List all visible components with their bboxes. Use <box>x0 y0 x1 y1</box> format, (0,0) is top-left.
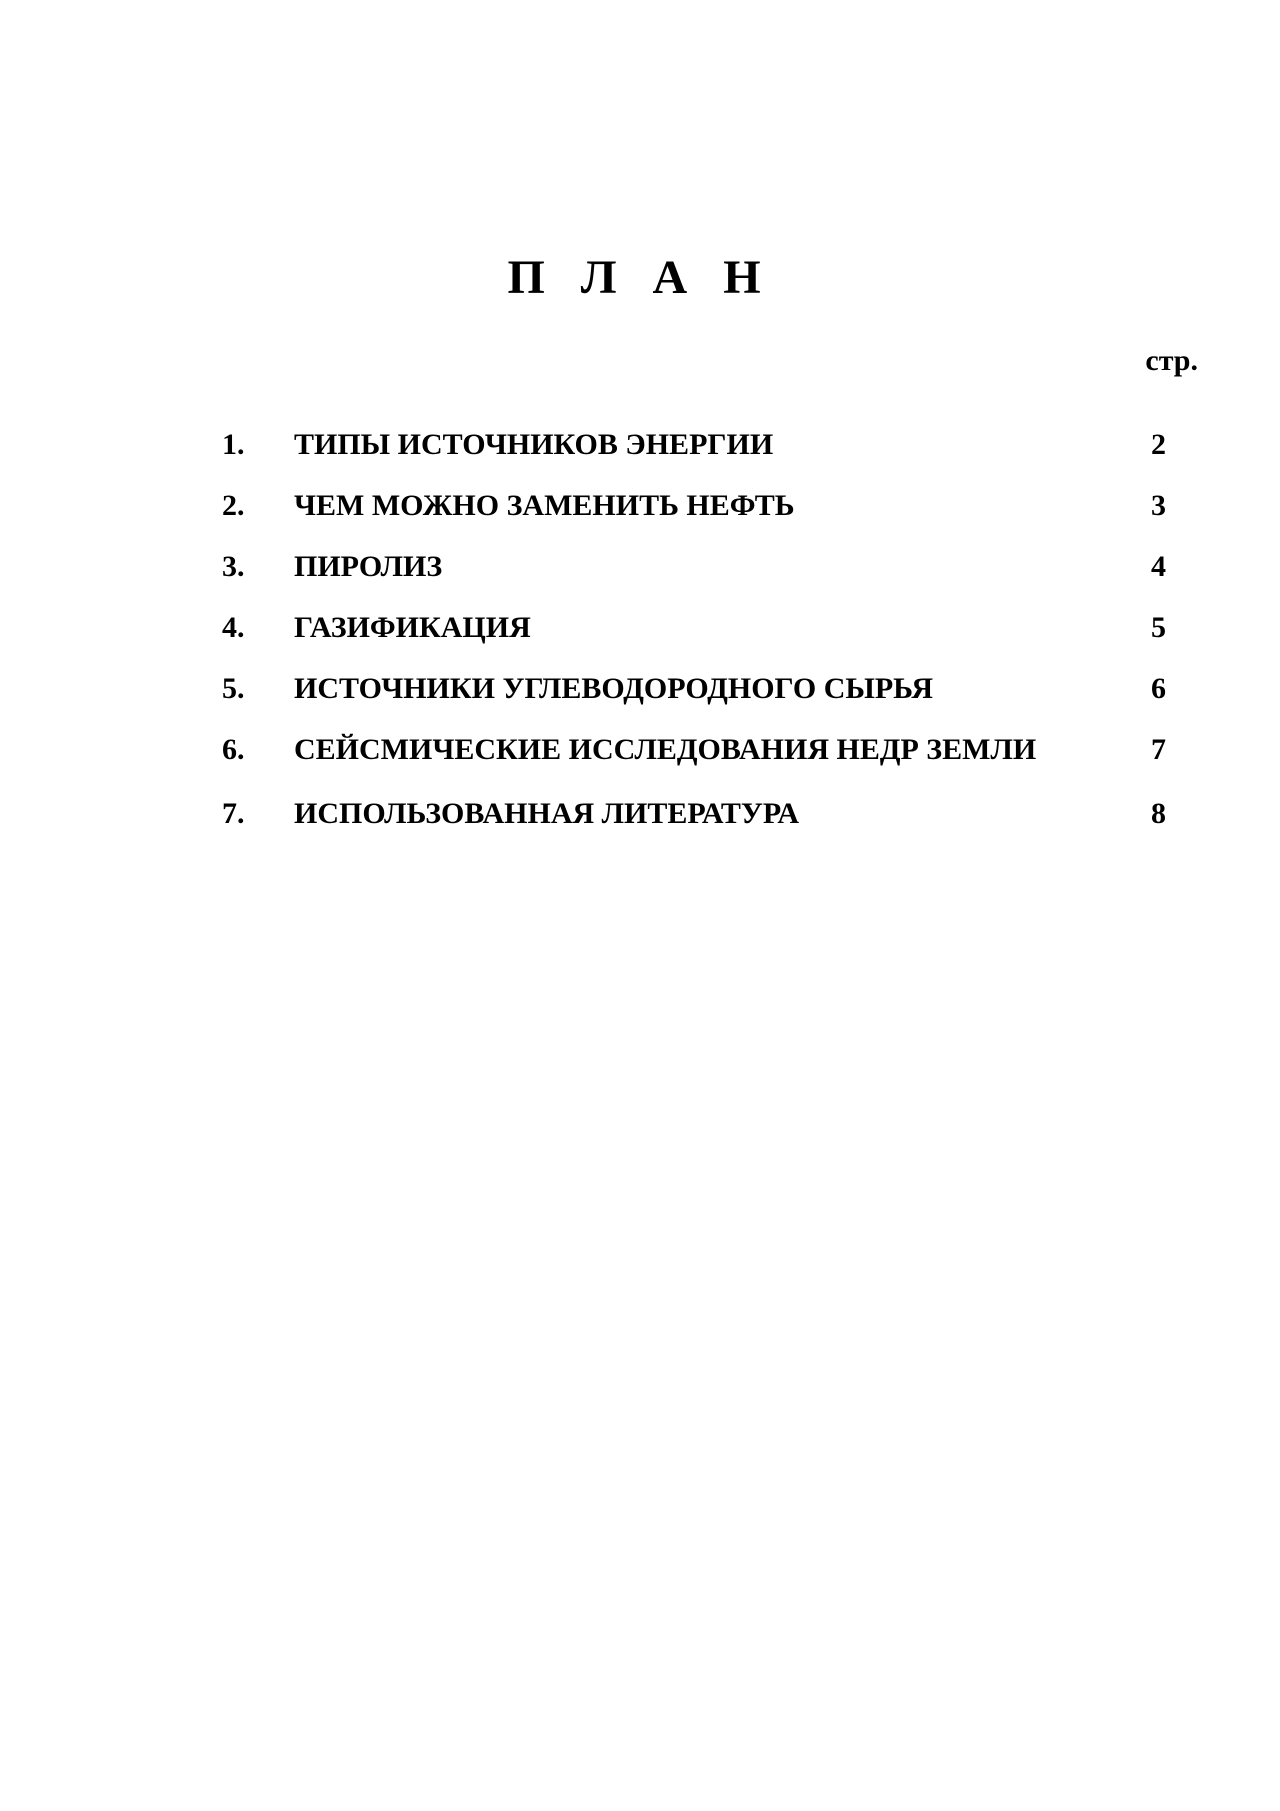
toc-item-page: 5 <box>1151 611 1166 644</box>
toc-item-number: 4. <box>222 611 245 644</box>
page-title: П Л А Н <box>507 251 773 304</box>
table-of-contents <box>222 426 1172 856</box>
toc-item <box>222 609 1172 647</box>
toc-item-title: ЧЕМ МОЖНО ЗАМЕНИТЬ НЕФТЬ <box>294 489 795 522</box>
toc-item-title: ПИРОЛИЗ <box>294 550 443 583</box>
toc-item-page: 7 <box>1151 733 1166 766</box>
toc-item <box>222 731 1172 769</box>
toc-item <box>222 548 1172 586</box>
toc-item-number: 6. <box>222 733 245 766</box>
toc-item <box>222 670 1172 708</box>
toc-item-title: ИСПОЛЬЗОВАННАЯ ЛИТЕРАТУРА <box>294 797 800 830</box>
toc-item-title: ГАЗИФИКАЦИЯ <box>294 611 531 644</box>
toc-item-title: СЕЙСМИЧЕСКИЕ ИССЛЕДОВАНИЯ НЕДР ЗЕМЛИ <box>294 733 1037 766</box>
toc-item <box>222 795 1172 833</box>
toc-item-number: 2. <box>222 489 245 522</box>
toc-item <box>222 426 1172 464</box>
toc-item-number: 5. <box>222 672 245 705</box>
toc-item-number: 1. <box>222 428 245 461</box>
page-column-header: стр. <box>1145 344 1198 377</box>
toc-item-page: 2 <box>1151 428 1166 461</box>
toc-item-number: 3. <box>222 550 245 583</box>
toc-item-page: 4 <box>1151 550 1166 583</box>
toc-item <box>222 487 1172 525</box>
toc-item-title: ИСТОЧНИКИ УГЛЕВОДОРОДНОГО СЫРЬЯ <box>294 672 934 705</box>
toc-item-page: 3 <box>1151 489 1166 522</box>
toc-item-title: ТИПЫ ИСТОЧНИКОВ ЭНЕРГИИ <box>294 428 774 461</box>
toc-item-page: 6 <box>1151 672 1166 705</box>
toc-item-number: 7. <box>222 797 245 830</box>
toc-item-page: 8 <box>1151 797 1166 830</box>
